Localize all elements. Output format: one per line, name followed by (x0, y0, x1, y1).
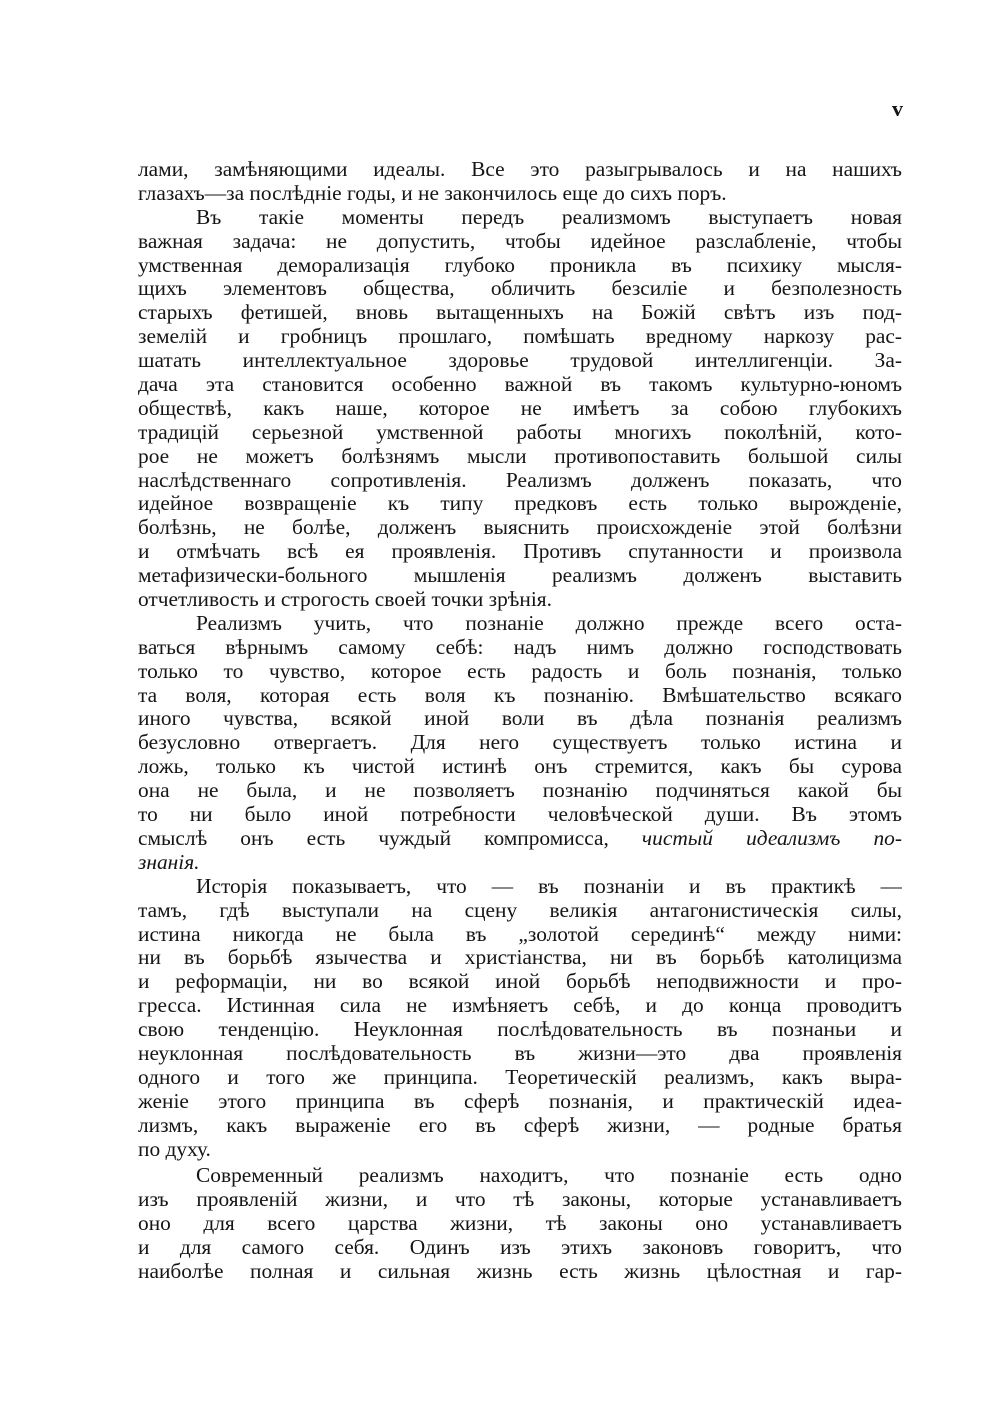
text-line: умственная деморализація глубоко проникла въ психику мысля- (138, 253, 902, 277)
text-line: оно для всего царства жизни, тѣ законы оно устанавливаетъ (138, 1212, 902, 1236)
text-line: иного чувства, всякой иной воли въ дѣла познанія реализмъ (138, 707, 902, 731)
text-line: наслѣдственнаго сопротивленія. Реализмъ долженъ показать, что (138, 468, 902, 492)
text-line: Исторія показываетъ, что — въ познаніи и въ практикѣ — (196, 874, 902, 898)
text-line: ни въ борьбѣ язычества и христіанства, ни въ борьбѣ католицизма (138, 946, 902, 970)
paragraph (138, 612, 902, 875)
text-line: и реформаціи, ни во всякой иной борьбѣ неподвижности и про- (138, 970, 902, 994)
text-line: и для самого себя. Одинъ изъ этихъ законовъ говоритъ, что (138, 1236, 902, 1260)
text-line: земелій и гробницъ прошлаго, помѣшать вредному наркозу рас- (138, 325, 902, 349)
text-line: изъ проявленій жизни, и что тѣ законы, которые устанавливаетъ (138, 1188, 902, 1212)
text-line: безусловно отвергаетъ. Для него существуетъ только истина и (138, 731, 902, 755)
text-line: Современный реализмъ находитъ, что познаніе есть одно (196, 1164, 902, 1188)
text-line: рое не можетъ болѣзнямъ мысли противопоставить большой силы (138, 444, 902, 468)
text-line: она не была, и не позволяетъ познанію подчиняться какой бы (138, 779, 902, 803)
text-line: ложь, только къ чистой истинѣ онъ стремится, какъ бы сурова (138, 755, 902, 779)
italic-text-run: чистый идеализмъ по- (641, 826, 902, 850)
page-number: v (892, 96, 904, 121)
text-line: гресса. Истинная сила не измѣняетъ себѣ, и до конца проводитъ (138, 994, 902, 1018)
text-line: шатать интеллектуальное здоровье трудовой интеллигенціи. За- (138, 349, 902, 373)
text-line: свою тенденцію. Неуклонная послѣдовательность въ познаньи и (138, 1018, 902, 1042)
text-line: лами, замѣняющими идеалы. Все это разыгрывалось и на нашихъ (138, 158, 902, 181)
text-line: важная задача: не допустить, чтобы идейное разслабленіе, чтобы (138, 229, 902, 253)
text-line: то ни было иной потребности человѣческой души. Въ этомъ (138, 803, 902, 827)
text-line: традицій серьезной умственной работы многихъ поколѣній, кото- (138, 420, 902, 444)
text-line: знанія. (138, 850, 200, 874)
text-line: старыхъ фетишей, вновь вытащенныхъ на Божій свѣтъ изъ под- (138, 301, 902, 325)
text-line: одного и того же принципа. Теоретическій реализмъ, какъ выра- (138, 1065, 902, 1089)
text-line: метафизически-больного мышленія реализмъ долженъ выставить (138, 564, 902, 588)
text-line: идейное возвращеніе къ типу предковъ есть только вырожденіе, (138, 492, 902, 516)
text-line: по духу. (138, 1137, 211, 1161)
text-line: истина никогда не была въ „золотой серединѣ“ между ними: (138, 922, 902, 946)
text-line: лизмъ, какъ выраженіе его въ сферѣ жизни, — родные братья (138, 1113, 902, 1137)
text-line: Въ такіе моменты передъ реализмомъ выступаетъ новая (196, 205, 902, 229)
text-line: отчетливость и строгость своей точки зрѣнія. (138, 588, 552, 612)
text-run: смыслѣ онъ есть чуждый компромисса, (138, 826, 609, 850)
text-line: Реализмъ учить, что познаніе должно прежде всего оста- (196, 611, 902, 635)
text-line-mixed (138, 827, 902, 851)
text-line: болѣзнь, не болѣе, долженъ выяснить происхожденіе этой болѣзни (138, 516, 902, 540)
text-line: та воля, которая есть воля къ познанію. Вмѣшательство всякаго (138, 683, 902, 707)
text-line: глазахъ—за послѣдніе годы, и не закончилось еще до сихъ поръ. (138, 181, 727, 205)
text-line: тамъ, гдѣ выступали на сцену великія антагонистическія силы, (138, 898, 902, 922)
text-line: дача эта становится особенно важной въ такомъ культурно-юномъ (138, 373, 902, 397)
text-line: неуклонная послѣдовательность въ жизни—это два проявленія (138, 1041, 902, 1065)
text-line: щихъ элементовъ общества, обличить безсиліе и безполезность (138, 277, 902, 301)
paragraph (138, 1164, 902, 1283)
text-line: обществѣ, какъ наше, которое не имѣетъ за собою глубокихъ (138, 396, 902, 420)
body-text (138, 158, 902, 1284)
text-line: только то чувство, которое есть радость и боль познанія, только (138, 659, 902, 683)
text-line: и отмѣчать всѣ ея проявленія. Противъ спутанности и произвола (138, 540, 902, 564)
paragraph (138, 158, 902, 206)
text-line: женіе этого принципа въ сферѣ познанія, и практическій идеа- (138, 1089, 902, 1113)
text-line: ваться вѣрнымъ самому себѣ: надъ нимъ должно господствовать (138, 635, 902, 659)
text-line: наиболѣе полная и сильная жизнь есть жизнь цѣлостная и гар- (138, 1259, 902, 1283)
paragraph (138, 206, 902, 612)
paragraph (138, 875, 902, 1162)
